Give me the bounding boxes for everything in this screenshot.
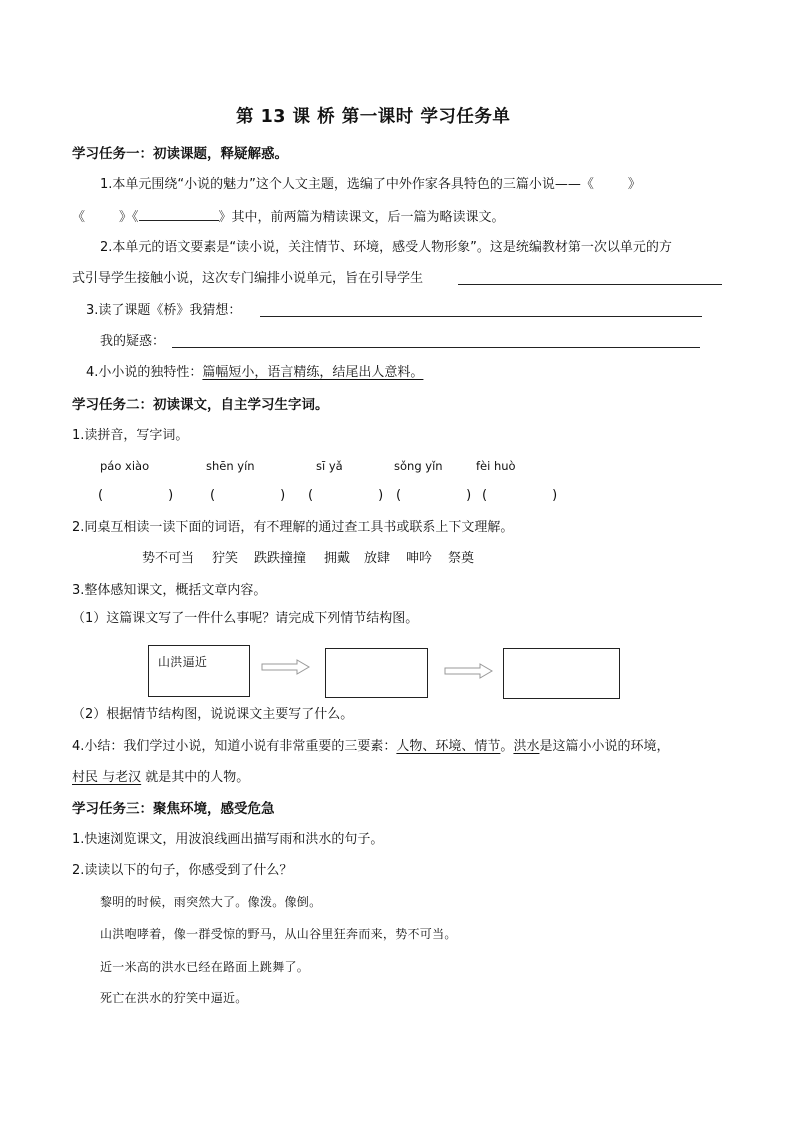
summary-environment: 洪水 (513, 739, 540, 754)
summary-text-a: 4.小结：我们学过小说，知道小说有非常重要的三要素： (72, 739, 397, 754)
task2-q3-1: （1）这篇课文写了一件什么事呢？请完成下列情节结构图。 (72, 611, 419, 626)
aim-answer-line[interactable] (458, 270, 722, 285)
word-6: 呻吟 (406, 551, 433, 566)
quote-sentence-3: 近一米高的洪水已经在路面上跳舞了。 (100, 960, 310, 974)
task1-p2-text-b: 式引导学生接触小说，这次专门编排小说单元，旨在引导学生 (72, 271, 424, 286)
task2-q1: 1.读拼音，写字词。 (72, 428, 189, 443)
word-5: 放肆 (364, 551, 391, 566)
task1-heading: 学习任务一：初读课题，释疑解惑。 (72, 146, 288, 162)
word-3: 跌跌撞撞 (254, 551, 307, 566)
task1-p1-line1 (100, 176, 641, 194)
plot-box-1[interactable] (148, 645, 250, 697)
plot-box-2[interactable] (325, 648, 428, 698)
summary-text-g: 就是其中的人物。 (141, 770, 250, 785)
task2-q3-2: （2）根据情节结构图，说说课文主要写了什么。 (72, 707, 354, 722)
task3-q1: 1.快速浏览课文，用波浪线画出描写雨和洪水的句子。 (72, 832, 384, 847)
task1-p1-text-a: 1.本单元围绕“小说的魅力”这个人文主题，选编了中外作家各具特色的三篇小说——《 (100, 177, 594, 192)
plot-box-3[interactable] (503, 648, 620, 699)
flow-arrow-2 (444, 663, 494, 679)
answer-paren-3[interactable]: ( ) (308, 488, 384, 503)
quote-sentence-2: 山洪咆哮着，像一群受惊的野马，从山谷里狂奔而来，势不可当。 (100, 927, 457, 941)
pinyin-1: páo xiào (100, 459, 150, 473)
task3-q2: 2.读读以下的句子，你感受到了什么？ (72, 863, 293, 878)
task2-q2: 2.同桌互相读一读下面的词语，有不理解的通过查工具书或联系上下文理解。 (72, 520, 514, 535)
task1-p1-text-c: 《 (72, 210, 86, 225)
summary-characters: 村民 与老汉 (72, 770, 142, 785)
task1-p1-text-d: 》《 (119, 210, 139, 225)
task1-p4-label: 4.小小说的独特性： (86, 365, 203, 380)
task1-p1-text-e: 》其中，前两篇为精读课文，后一篇为略读课文。 (218, 210, 505, 225)
quote-sentence-4: 死亡在洪水的狞笑中逼近。 (100, 991, 248, 1005)
task1-p3: 3.读了课题《桥》我猜想： (86, 303, 242, 318)
plot-box-1-text: 山洪逼近 (158, 655, 208, 669)
pinyin-5: fèi huò (476, 459, 516, 473)
task1-p4 (86, 364, 423, 382)
task1-p4-answer: 篇幅短小，语言精练，结尾出人意料。 (202, 365, 424, 380)
task1-p2-line2 (72, 270, 423, 288)
guess-answer-line[interactable] (260, 302, 702, 317)
pinyin-4: sǒng yǐn (394, 459, 443, 473)
answer-paren-4[interactable]: ( ) (396, 488, 472, 503)
word-7: 祭奠 (448, 551, 475, 566)
task2-q3: 3.整体感知课文，概括文章内容。 (72, 583, 267, 598)
task1-p1-line2 (72, 206, 505, 227)
task2-q4-line1 (72, 738, 669, 756)
answer-paren-2[interactable]: ( ) (210, 488, 286, 503)
doubt-answer-line[interactable] (172, 333, 700, 348)
page-title: 第 13 课 桥 第一课时 学习任务单 (236, 107, 511, 127)
answer-paren-1[interactable]: ( ) (98, 488, 174, 503)
summary-text-c: 。 (500, 739, 514, 754)
pinyin-3: sī yǎ (316, 459, 343, 473)
word-1: 势不可当 (142, 551, 195, 566)
word-2: 狞笑 (212, 551, 239, 566)
summary-text-e: 是这篇小小说的环境， (539, 739, 670, 754)
task1-doubt-label: 我的疑惑： (100, 334, 166, 349)
answer-paren-5[interactable]: ( ) (482, 488, 558, 503)
task3-heading: 学习任务三：聚焦环境，感受危急 (72, 801, 275, 817)
task2-heading: 学习任务二：初读课文，自主学习生字词。 (72, 397, 329, 413)
pinyin-2: shēn yín (206, 459, 255, 473)
task1-p2-line1: 2.本单元的语文要素是“读小说，关注情节、环境，感受人物形象”。这是统编教材第一次以单元的方 (100, 240, 672, 255)
flow-arrow-1 (261, 659, 311, 675)
task2-q4-line2 (72, 769, 249, 787)
word-4: 拥戴 (324, 551, 351, 566)
quote-sentence-1: 黎明的时候，雨突然大了。像泼。像倒。 (100, 895, 322, 909)
summary-elements: 人物、环境、情节 (396, 739, 501, 754)
task1-p1-text-b: 》 (627, 177, 641, 192)
book-blank-3[interactable] (139, 206, 219, 221)
